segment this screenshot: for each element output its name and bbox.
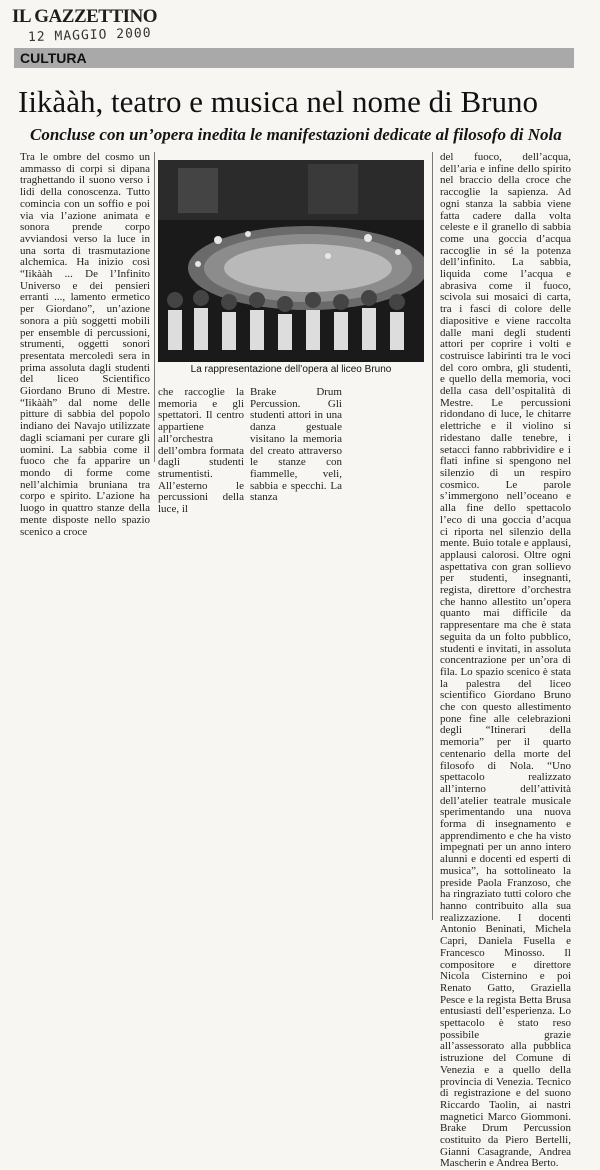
- handwritten-date: 12 MAGGIO 2000: [27, 25, 152, 46]
- article-column-4: del fuoco, dell’acqua, dell’aria e infine dello spirito nel braccio della croce che raccoglie la sapienza. Ad ogni stanza la sabbia viene fatta cadere dalla volta celeste e il granello di sabbia come una goccia d’acqua raccoglie in sé la potenza dell’infinito. La sabbia, liquida come l’acqua e abrasiva come il fuoco, scivola sui mosaici di carta, tra i fasci di colore delle diapositive e viene raccolta dalle mani degli studenti attori per coprire i volti e costruisce labirinti tra le voci del coro ombra, gli studenti, e quello della memoria, voci della casa dell’ospitalità di Mestre. Le percussioni ridondano di luce, le chitarre elettriche e il violino si ridestano dalle tenebre, i setacci fanno rabbrividire e i flati infine si spengono nel silenzio di un respiro cosmico. Le parole s’immergono nell’oceano e alla fine dello spettacolo l’eco di una goccia d’acqua ci riporta nel silenzio della mente. Buio totale e applausi, applausi calorosi. Oltre ogni aspettativa con gran sollievo per studenti, insegnanti, regista, direttore d’orchestra che hanno allestito un’opera quanto mai difficile da rappresentare ma che è stata seguita da un folto pubblico, studenti e invitati, in assoluta concentrazione per un’ora di fila. Lo spazio scenico è stata la palestra del liceo scientifico Giordano Bruno che con questo allestimento pone fine alle celebrazioni degli “Itinerari della memoria” per il quarto centenario della morte del filosofo di Nola. “Uno spettacolo realizzato all’interno dell’attività dell’atelier teatrale musicale sperimentando una nuova forma di insegnamento e apprendimento e che ha visto impegnati per un anno intero alunni e docenti ed esperti di musica”, ha sottolineato la preside Paola Franzoso, che ha ringraziato tutti coloro che hanno contribuito alla sua realizzazione. I docenti Antonio Beninati, Michela Capri, Daniela Fusella e Francesco Minosso. Il compositore e direttore Nicola Cisternino e poi Renato Gatto, Graziella Pesce e la regista Betta Brusa entusiasti dell’esperienza. Lo spettacolo è stato reso possibile grazie all’assessorato alla pubblica istruzione del Comune di Venezia e a quello della provincia di Venezia. Tecnico di registrazione e del suono Riccardo Taolin, ai nastri magnetici Marco Giommoni. Brake Drum Percussion costituito da Piero Bertelli, Gianni Casagrande, Andrea Mascherin e Andrea Berto.: [440, 151, 571, 1170]
- article-column-1: Tra le ombre del cosmo un ammasso di corpi si dipana traghettando il suono verso i lidi della conoscenza. Tutto comincia con un soffio e poi via via l’azione animata e sonora prende corpo avviandosi verso la luce in una sorta di trasmutazione alchemica. Ha inizio così “Iikààh ... De l’Infinito Universo e dei pensieri erranti ..., lamento ermetico per Giordano”, un’azione sonora a più soggetti mobili per ensemble di percussioni, strumenti, oggetti sonori presentata mercoledì sera in prima assoluta dagli studenti del liceo Scientifico Giordano Bruno di Mestre. “Iikààh” dal nome delle pitture di sabbia del popolo indiano dei Navajo utilizzate dagli sciamani per curare gli uomini. La sabbia come il fuoco che fa apparire un mondo di forme come nell’alchimia bruniana tra corpo e spirito. L’azione ha luogo in quattro stanze della mente disposte nello spazio scenico a croce: [20, 151, 150, 538]
- column-rule: [154, 152, 155, 462]
- article-column-3: Brake Drum Percussion. Gli studenti attori in una danza gestuale visitano la memoria del creato attraverso le stanze con fiammelle, veli, sabbia e specchi. La stanza: [250, 386, 342, 504]
- article-subheadline: Concluse con un’opera inedita le manifestazioni dedicate al filosofo di Nola: [30, 125, 562, 144]
- performance-photo-image: [158, 160, 424, 362]
- photo-caption: La rappresentazione dell’opera al liceo Bruno: [190, 364, 392, 375]
- section-label: CULTURA: [20, 50, 87, 66]
- article-column-2: che raccoglie la memoria e gli spettatori. Il centro appartiene all’orchestra dell’ombra formata dagli studenti strumentisti. All’esterno le percussioni della luce, il: [158, 386, 244, 516]
- section-bar: [14, 48, 574, 68]
- article-headline: Iikààh, teatro e musica nel nome di Bruno: [18, 84, 538, 119]
- newspaper-masthead: IL GAZZETTINO: [12, 6, 158, 27]
- column-rule: [432, 152, 433, 920]
- performance-photo: [158, 160, 424, 362]
